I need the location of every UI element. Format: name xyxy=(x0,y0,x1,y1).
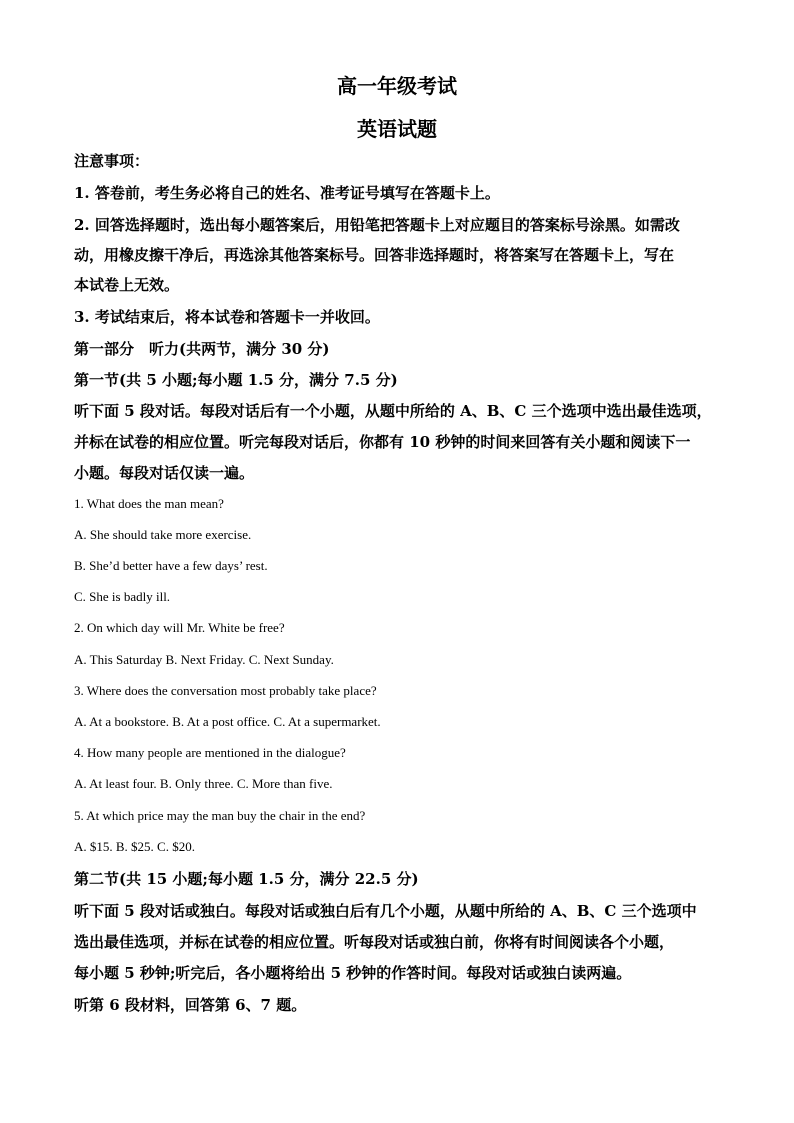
note-line: 本试卷上无效。 xyxy=(74,276,180,294)
note-line: 2. 回答选择题时，选出每小题答案后，用铅笔把答题卡上对应题目的答案标号涂黑。如需改 xyxy=(74,216,680,234)
material-6-prompt: 听第 6 段材料，回答第 6、7 题。 xyxy=(74,996,307,1014)
section2-instruction: 听下面 5 段对话或独白。每段对话或独白后有几个小题，从题中所给的 A、B、C 三个选项中 xyxy=(74,902,697,920)
question-5-options: A. $15. B. $25. C. $20. xyxy=(74,839,195,854)
exam-title: 高一年级考试 xyxy=(337,74,457,98)
question-1-option-c: C. She is badly ill. xyxy=(74,589,171,604)
question-2: 2. On which day will Mr. White be free? xyxy=(74,620,285,635)
question-3-options: A. At a bookstore. B. At a post office. C. At a supermarket. xyxy=(74,714,381,729)
question-5: 5. At which price may the man buy the chair in the end? xyxy=(74,808,366,823)
question-4: 4. How many people are mentioned in the dialogue? xyxy=(74,745,346,760)
question-3: 3. Where does the conversation most probably take place? xyxy=(74,683,377,698)
question-1-option-a: A. She should take more exercise. xyxy=(74,527,252,542)
question-1: 1. What does the man mean? xyxy=(74,496,224,511)
note-line: 1. 答卷前，考生务必将自己的姓名、准考证号填写在答题卡上。 xyxy=(74,184,500,202)
exam-subtitle: 英语试题 xyxy=(357,117,437,141)
section1-heading: 第一节(共 5 小题;每小题 1.5 分，满分 7.5 分) xyxy=(74,371,398,389)
section1-instruction: 小题。每段对话仅读一遍。 xyxy=(74,464,255,482)
question-4-options: A. At least four. B. Only three. C. More than five. xyxy=(74,776,333,791)
question-1-option-b: B. She’d better have a few days’ rest. xyxy=(74,558,268,573)
part1-heading: 第一部分 听力(共两节，满分 30 分) xyxy=(74,340,330,358)
note-line: 动，用橡皮擦干净后，再选涂其他答案标号。回答非选择题时，将答案写在答题卡上，写在 xyxy=(74,246,675,264)
notes-heading: 注意事项： xyxy=(74,152,150,170)
section2-heading: 第二节(共 15 小题;每小题 1.5 分，满分 22.5 分) xyxy=(74,870,419,888)
section2-instruction: 每小题 5 秒钟;听完后，各小题将给出 5 秒钟的作答时间。每段对话或独白读两遍。 xyxy=(74,964,632,982)
section1-instruction: 听下面 5 段对话。每段对话后有一个小题，从题中所给的 A、B、C 三个选项中选出最佳选项， xyxy=(74,402,712,420)
section2-instruction: 选出最佳选项，并标在试卷的相应位置。听每段对话或独白前，你将有时间阅读各个小题， xyxy=(74,933,675,951)
question-2-options: A. This Saturday B. Next Friday. C. Next Sunday. xyxy=(74,652,334,667)
section1-instruction: 并标在试卷的相应位置。听完每段对话后，你都有 10 秒钟的时间来回答有关小题和阅读下一 xyxy=(74,433,691,451)
note-line: 3. 考试结束后，将本试卷和答题卡一并收回。 xyxy=(74,308,380,326)
